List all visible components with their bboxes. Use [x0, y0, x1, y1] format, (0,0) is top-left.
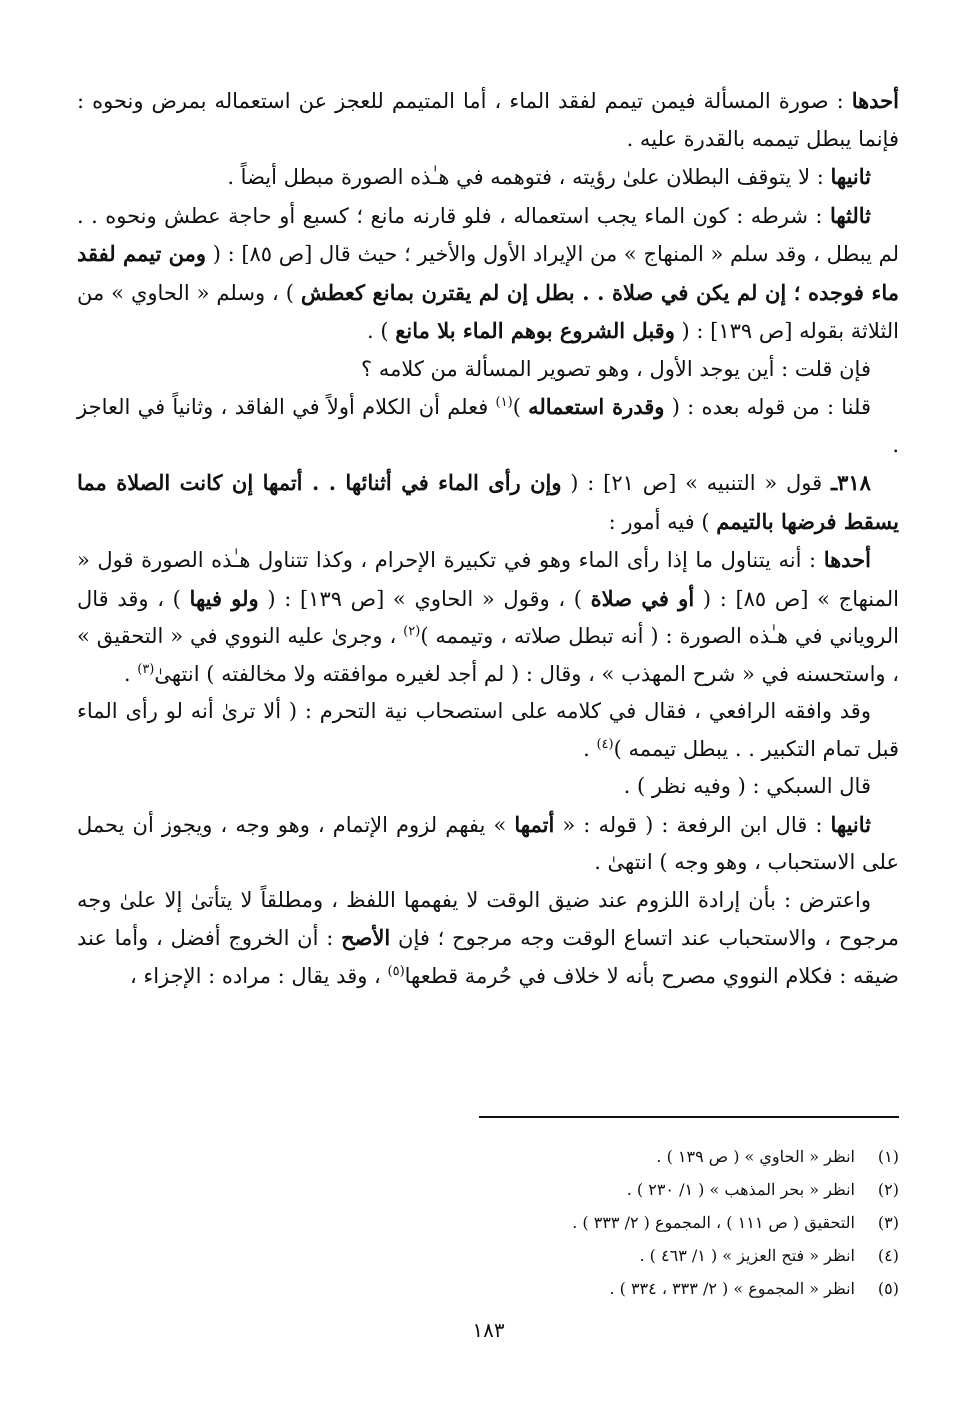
- paragraph-5: [77, 388, 899, 464]
- paragraph-11: [77, 882, 899, 996]
- main-text: [77, 82, 899, 995]
- paragraph-text: .: [583, 736, 597, 761]
- footnote-ref[interactable]: (٥): [387, 963, 405, 979]
- bold-quote: وقبل الشروع بوهم الماء بلا مانع: [395, 318, 675, 343]
- bold-quote: ولو فيها: [189, 585, 259, 611]
- paragraph-lead: ثانيها: [830, 811, 872, 837]
- footnote-number: (٥): [877, 1279, 899, 1298]
- paragraph-text: : لا يتوقف البطلان علىٰ رؤيته ، فتوهمه في هـٰذه الصورة مبطل أيضاً .: [227, 165, 831, 189]
- footnote-ref[interactable]: (٤): [596, 736, 614, 752]
- issue-number: ٣١٨ـ: [830, 470, 871, 495]
- paragraph-4: [77, 351, 899, 389]
- footnote-ref[interactable]: (٣): [137, 661, 155, 677]
- paragraph-text: : شرطه : كون الماء يجب استعماله ، فلو قارنه مانع ؛ كسبع أو حاجة عطش ونحوه . . لم يبطل ، وقد سلم « المنهاج » من الإيراد الأول والأخير ؛ حيث قال [ص ٨٥] : (: [77, 203, 899, 266]
- paragraph-lead: ثانيها: [830, 164, 871, 189]
- bold-quote: وقدرة استعماله: [528, 394, 665, 419]
- footnote-text: انظر « الحاوي » ( ص ١٣٩ ) .: [656, 1147, 855, 1166]
- footnote-item: [77, 1239, 899, 1272]
- paragraph-text: وقد وافقه الرافعي ، فقال في كلامه على استصحاب نية التحرم : ( ألا ترىٰ أنه لو رأى الماء قبل تمام التكبير . . يبطل تيممه ): [77, 699, 899, 761]
- paragraph-text: : أنه يتناول ما إذا رأى الماء وهو في تكبيرة الإحرام ، وكذا تتناول هـٰذه الصورة قول « المنهاج » [ص ٨٥] : (: [77, 548, 899, 611]
- page-number: ١٨٣: [472, 1318, 505, 1342]
- footnote-text: التحقيق ( ص ١١١ ) ، المجموع ( ٢/ ٣٣٣ ) .: [572, 1213, 855, 1232]
- footnote-text: انظر « المجموع » ( ٢/ ٣٣٣ ، ٣٣٤ ) .: [609, 1279, 855, 1298]
- paragraph-text: ، وقد يقال : مراده : الإجزاء ،: [129, 963, 388, 988]
- paragraph-text: واعترض : بأن إرادة اللزوم عند ضيق الوقت لا يفهمها اللفظ ، ومطلقاً لا يتأتىٰ إلا علىٰ وجه مرجوح ، والاستحباب عند اتساع الوقت وجه مرجوح ؛ فإن: [77, 887, 899, 950]
- paragraph-9: [77, 768, 899, 806]
- paragraph-text: : أن الخروج أفضل ، وأما عند ضيقه : فكلام النووي مصرح بأنه لا خلاف في حُرمة قطعها: [77, 926, 899, 988]
- footnote-ref[interactable]: (١): [495, 395, 513, 410]
- paragraph-text: فإن قلت : أين يوجد الأول ، وهو تصوير المسألة من كلامه ؟: [361, 356, 871, 381]
- footnote-text: انظر « بحر المذهب » ( ١/ ٢٣٠ ) .: [626, 1180, 855, 1199]
- paragraph-text: قال السبكي : ( وفيه نظر ) .: [623, 774, 871, 798]
- paragraph-text: : قال ابن الرفعة : ( قوله : «: [554, 812, 831, 837]
- paragraph-7: [77, 541, 899, 693]
- paragraph-2: [77, 158, 899, 197]
- paragraph-8: [77, 693, 899, 768]
- paragraph-text: قول « التنبيه » [ص ٢١] : (: [561, 471, 831, 495]
- paragraph-3: [77, 197, 899, 351]
- paragraph-text: ) ، وسلم « الحاوي » من الثلاثة بقوله [ص ١٣٩] : (: [77, 280, 899, 343]
- paragraph-text: ) ، وقد قال الروياني في هـٰذه الصورة : ( أنه تبطل صلاته ، وتيممه ): [77, 586, 899, 648]
- footnotes: [77, 1140, 899, 1305]
- paragraph-lead: أحدها: [851, 88, 899, 113]
- footnote-number: (٣): [877, 1213, 899, 1232]
- footnote-item: [77, 1173, 899, 1206]
- footnote-number: (١): [877, 1147, 899, 1166]
- footnote-ref[interactable]: (٢): [403, 624, 421, 639]
- paragraph-6: [77, 464, 899, 541]
- paragraph-text: ، وجرىٰ عليه النووي في « التحقيق » ، واستحسنه في « شرح المهذب » ، وقال : ( لم أجد لغيره موافقته ولا مخالفته ) انتهىٰ: [77, 624, 899, 686]
- paragraph-lead: ثالثها: [829, 202, 871, 228]
- footnote-divider: [479, 1116, 899, 1118]
- footnote-item: [77, 1272, 899, 1305]
- footnote-text: انظر « فتح العزيز » ( ١/ ٤٦٣ ) .: [639, 1246, 855, 1265]
- bold-quote: ومن تيمم لفقد ماء فوجده ؛ إن لم يكن في صلاة . . بطل إن لم يقترن بمانع كعطش: [77, 241, 900, 305]
- paragraph-text: ) ، وقول « الحاوي » [ص ١٣٩] : (: [258, 586, 591, 611]
- bold-quote: أتمها: [514, 811, 555, 837]
- paragraph-text: .: [123, 661, 138, 686]
- paragraph-1: [77, 82, 899, 158]
- footnote-item: [77, 1140, 899, 1173]
- bold-term: الأصح: [341, 925, 391, 950]
- paragraph-lead: أحدها: [823, 547, 871, 572]
- paragraph-text: : صورة المسألة فيمن تيمم لفقد الماء ، أما المتيمم للعجز عن استعماله بمرض ونحوه : فإنما يبطل تيممه بالقدرة عليه .: [77, 89, 899, 151]
- paragraph-text: ) .: [367, 319, 396, 343]
- paragraph-text: ) فيه أمور :: [608, 509, 717, 534]
- bold-quote: أو في صلاة: [590, 585, 695, 611]
- footnote-number: (٤): [877, 1246, 899, 1265]
- paragraph-text: قلنا : من قوله بعده : (: [664, 395, 871, 419]
- paragraph-text: » يفهم لزوم الإتمام ، وهو وجه ، ويجوز أن يحمل على الاستحباب ، وهو وجه ) انتهىٰ .: [77, 812, 899, 874]
- paragraph-text: فعلم أن الكلام أولاً في الفاقد ، وثانياً في العاجز .: [77, 395, 899, 457]
- paragraph-10: [77, 806, 899, 882]
- footnote-number: (٢): [877, 1180, 899, 1199]
- footnote-item: [77, 1206, 899, 1239]
- paragraph-text: ): [512, 395, 529, 419]
- bold-quote: وإن رأى الماء في أثنائها . . أتمها إن كانت الصلاة مما يسقط فرضها بالتيمم: [77, 470, 899, 534]
